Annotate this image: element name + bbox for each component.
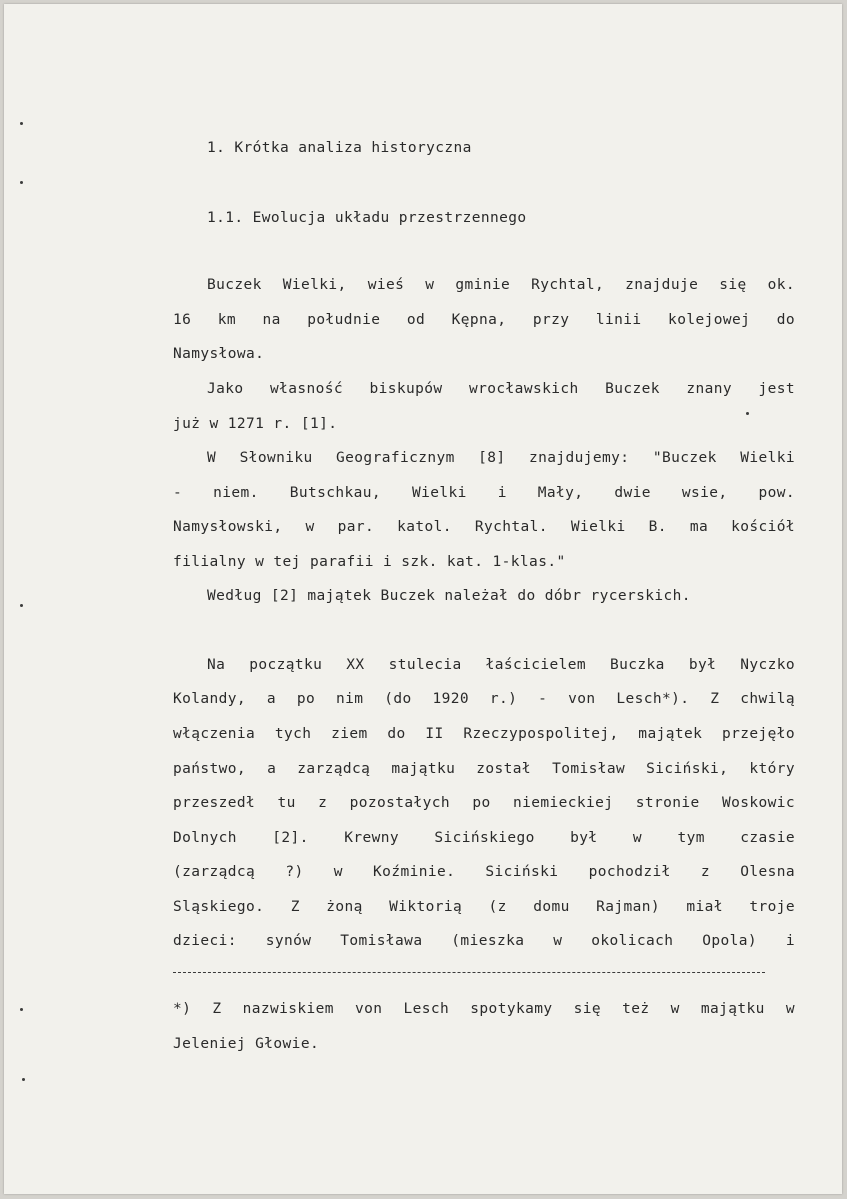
subsection-heading: 1.1. Ewolucja układu przestrzennego bbox=[207, 210, 527, 226]
document-page bbox=[4, 4, 842, 1194]
paragraph-line: - niem. Butschkau, Wielki i Mały, dwie wsie, pow. bbox=[173, 485, 795, 501]
section-heading: 1. Krótka analiza historyczna bbox=[207, 140, 472, 156]
margin-speck bbox=[20, 122, 23, 125]
footnote-separator bbox=[173, 972, 765, 973]
paragraph-line: 16 km na południe od Kępna, przy linii kolejowej do bbox=[173, 312, 795, 328]
paragraph-line: Na początku XX stulecia łaścicielem Buczka był Nyczko bbox=[207, 657, 795, 673]
paragraph-line: W Słowniku Geograficznym [8] znajdujemy: "Buczek Wielki bbox=[207, 450, 795, 466]
margin-speck bbox=[20, 181, 23, 184]
margin-speck bbox=[20, 1008, 23, 1011]
margin-speck bbox=[22, 1078, 25, 1081]
paragraph-line: (zarządcą ?) w Koźminie. Siciński pochodził z Olesna bbox=[173, 864, 795, 880]
paragraph-line: przeszedł tu z pozostałych po niemieckiej stronie Woskowic bbox=[173, 795, 795, 811]
paragraph-line: Namysłowski, w par. katol. Rychtal. Wielki B. ma kościół bbox=[173, 519, 795, 535]
paragraph-line: Buczek Wielki, wieś w gminie Rychtal, znajduje się ok. bbox=[207, 277, 795, 293]
paragraph-line: dzieci: synów Tomisława (mieszka w okolicach Opola) i bbox=[173, 933, 795, 949]
paragraph-line: już w 1271 r. [1]. bbox=[173, 416, 338, 432]
footnote-line: *) Z nazwiskiem von Lesch spotykamy się też w majątku w bbox=[173, 1001, 795, 1017]
paragraph-line: Namysłowa. bbox=[173, 346, 265, 362]
paragraph-line: Dolnych [2]. Krewny Sicińskiego był w tym czasie bbox=[173, 830, 795, 846]
paragraph-line: Sląskiego. Z żoną Wiktorią (z domu Rajman) miał troje bbox=[173, 899, 795, 915]
paragraph-line: państwo, a zarządcą majątku został Tomisław Siciński, który bbox=[173, 761, 795, 777]
footnote-line: Jeleniej Głowie. bbox=[173, 1036, 320, 1052]
paragraph-line: włączenia tych ziem do II Rzeczypospolitej, majątek przejęło bbox=[173, 726, 795, 742]
paragraph-line: Jako własność biskupów wrocławskich Buczek znany jest bbox=[207, 381, 795, 397]
paragraph-line: Według [2] majątek Buczek należał do dóbr rycerskich. bbox=[207, 588, 691, 604]
paragraph-line: filialny w tej parafii i szk. kat. 1-klas." bbox=[173, 554, 566, 570]
margin-speck bbox=[20, 604, 23, 607]
paragraph-line: Kolandy, a po nim (do 1920 r.) - von Lesch*). Z chwilą bbox=[173, 691, 795, 707]
